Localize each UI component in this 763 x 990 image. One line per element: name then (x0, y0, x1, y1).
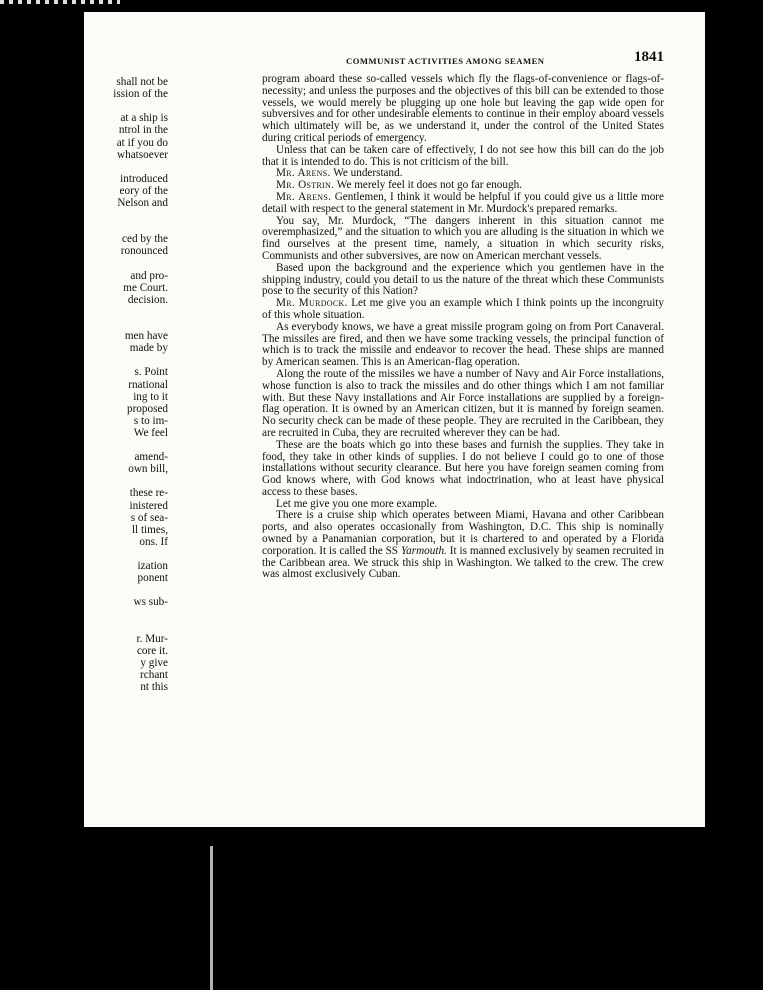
facing-page-line-text: and pro- (130, 269, 168, 282)
speaker-text: We understand. (333, 167, 403, 180)
speaker-name: Mr. Murdock. (276, 297, 348, 310)
facing-page-line-text: ced by the (122, 233, 168, 246)
facing-page-line (84, 415, 168, 427)
paragraph-text: program aboard these so-called vessels which fly the flags-of-convenience or flags-of-necessity; and unless the purposes and the objectives of this bill can be extended to those vessels, we would merely be plugging up one hole but leaving the gap wide open for subversives and for other undesirable elements to continue in their employ aboard vessels which ultimately will be, as we understand it, under the control of the United States during critical periods of emergency. (262, 73, 664, 144)
facing-page-line (84, 137, 168, 149)
facing-page-line (84, 366, 168, 378)
facing-page-line-text: amend- (134, 451, 168, 464)
facing-page-line (84, 185, 168, 197)
paragraph-text: As everybody knows, we have a great missile program going on from Port Canaveral. The missiles are fired, and then we have some tracking vessels, the principal function of which is to track the missile and endeavor to recover the head. These ships are manned by American seamen. This is an American-flag operation. (262, 320, 664, 369)
facing-page-line (84, 330, 168, 342)
facing-page-line-text: s. Point (134, 366, 168, 379)
facing-page-line (84, 669, 168, 681)
transcript-paragraph (262, 216, 664, 263)
transcript-paragraph (262, 369, 664, 440)
facing-page-line (84, 524, 168, 536)
facing-page-line (84, 500, 168, 512)
scan-border-top (0, 0, 763, 12)
paragraph-text: These are the boats which go into these bases and furnish the supplies. They take in food, they take in other kinds of supplies. I do not believe I could go to one of those installations without security clearance. But here you have foreign seamen coming from God knows where, with God knows what indoctrination, who at least have physical access to these bases. (262, 438, 664, 498)
facing-page-line-text: r. Mur- (136, 632, 168, 645)
speaker-text: Gentlemen, I think it would be helpful if you could give us a little more detail with respect to the general statement in Mr. Murdock's prepared remarks. (262, 190, 664, 215)
facing-page-line-text: ronounced (120, 245, 168, 258)
facing-page-line (84, 512, 168, 524)
facing-page-line-text: nt this (140, 681, 168, 693)
facing-page-sliver (84, 12, 176, 827)
paragraph-text: You say, Mr. Murdock, “The dangers inherent in this situation cannot me overemphasized,” and the situation to which you are alluding is the situation in which we find ourselves at the present time, namely, a situation in which security risks, Communists and other subversives, are now on American merchant vessels. (262, 214, 664, 262)
facing-page-line-text: inistered (129, 499, 168, 512)
facing-page-line (84, 124, 168, 136)
transcript-paragraph (262, 74, 664, 145)
facing-page-line-text: proposed (126, 402, 168, 415)
paragraph-text: There is a cruise ship which operates between Miami, Havana and other Caribbean ports, and also operates occasionally from Washington, D.C. This ship is nominally owned by a Panamanian corporation, but it is chartered to and operated by a Florida corporation. It is called the SS (262, 509, 664, 557)
facing-page-line (84, 463, 168, 475)
facing-page-line-text: own bill, (128, 463, 168, 476)
facing-page-line (84, 596, 168, 608)
facing-page-line (84, 197, 168, 209)
facing-page-line-text: ing to it (133, 390, 168, 403)
facing-page-line-text: at if you do (116, 136, 168, 149)
speaker-text: We merely feel it does not go far enough. (336, 179, 522, 192)
paragraph-text: Along the route of the missiles we have a number of Navy and Air Force installations, whose function is also to track the missiles and do other things which I am not familiar with. But these Navy installations and Air Force installations are supplied by a foreign-flag operation. It is owned by an American citizen, but it is manned by foreign seamen. No security check can be made of these people. They are recruited in the Caribbean, they are recruited in Cuba, they are recruited wherever they can be had. (262, 367, 664, 439)
facing-page-line-text: rnational (128, 378, 168, 391)
facing-page-line-text: ntrol in the (118, 124, 168, 137)
facing-page-line (84, 112, 168, 124)
facing-page-line-text: ws sub- (133, 596, 168, 609)
transcript-paragraph (262, 192, 664, 216)
facing-page-line-text: s of sea- (130, 511, 168, 524)
facing-page-line-text: We feel (133, 426, 168, 439)
scan-ruler-marks (0, 0, 120, 4)
facing-page-line (84, 681, 168, 693)
speaker-name: Mr. Arens. (276, 167, 331, 180)
scan-streak (210, 846, 213, 990)
facing-page-line (84, 379, 168, 391)
transcript-paragraph (262, 510, 664, 581)
running-header (262, 49, 664, 70)
transcript-body (262, 74, 664, 581)
speaker-name: Mr. Ostrin. (276, 179, 335, 192)
facing-page-line-text: core it. (136, 644, 168, 657)
transcript-paragraph (262, 322, 664, 369)
facing-page-line (84, 633, 168, 645)
facing-page-line-text: at a ship is (120, 112, 168, 125)
facing-page-line-text: whatsoever (117, 148, 168, 161)
facing-page-line-text: decision. (127, 293, 168, 306)
speaker-name: Mr. Arens. (276, 190, 332, 203)
facing-page-line-text: y give (140, 656, 168, 669)
facing-page-line (84, 657, 168, 669)
paragraph-text: It is manned exclusively by seamen recruited in the Caribbean area. We struck this ship in Washington. We talked to the crew. The crew was almost exclusively Cuban. (262, 544, 664, 581)
page-number: 1841 (634, 49, 664, 65)
facing-page-line (84, 451, 168, 463)
paragraph-text: Unless that can be taken care of effectively, I do not see how this bill can do the job that it is intended to do. This is not criticism of the bill. (262, 143, 664, 168)
facing-page-line-text: shall not be (116, 76, 168, 88)
facing-page-line (84, 342, 168, 354)
running-head-title: COMMUNIST ACTIVITIES AMONG SEAMEN (346, 56, 545, 66)
facing-page-line-text: these re- (129, 487, 168, 500)
transcript-paragraph (262, 298, 664, 322)
facing-page-line (84, 245, 168, 257)
facing-page-line (84, 391, 168, 403)
facing-page-line-text: ization (137, 560, 168, 572)
ship-name: Yarmouth. (400, 544, 447, 557)
facing-page-line (84, 282, 168, 294)
scan-border-bottom (0, 827, 763, 990)
speaker-text: Let me give you an example which I think points up the incongruity of this whole situation. (262, 297, 665, 321)
facing-page-line-text: s to im- (133, 414, 168, 427)
facing-page-line (84, 645, 168, 657)
transcript-paragraph (262, 145, 664, 169)
facing-page-line-text: ission of the (113, 88, 168, 101)
facing-page-line (84, 88, 168, 100)
transcript-paragraph (262, 440, 664, 499)
facing-page-line-text: men have (124, 330, 168, 343)
facing-page-line (84, 294, 168, 306)
facing-page-line (84, 403, 168, 415)
facing-page-line-text: eory of the (119, 184, 168, 197)
paragraph-text: Based upon the background and the experience which you gentlemen have in the shipping industry, could you detail to us the nature of the threat which these Communists pose to the security of this Nation? (262, 261, 664, 298)
facing-page-line-text: ons. If (139, 535, 168, 548)
facing-page-line (84, 173, 168, 185)
facing-page-line (84, 149, 168, 161)
facing-page-line-text: made by (129, 342, 168, 355)
facing-page-line-text: Nelson and (117, 197, 168, 209)
paragraph-text: Let me give you one more example. (276, 497, 438, 510)
facing-page-line (84, 487, 168, 499)
facing-page-line (84, 427, 168, 439)
facing-page-line-text: introduced (120, 172, 168, 185)
facing-page-line (84, 76, 168, 88)
facing-page-line-text: ponent (137, 572, 168, 585)
facing-page-line (84, 560, 168, 572)
facing-page-line (84, 270, 168, 282)
facing-page-line (84, 536, 168, 548)
facing-page-line (84, 233, 168, 245)
facing-page-line (84, 572, 168, 584)
facing-page-line-text: me Court. (123, 281, 168, 294)
transcript-paragraph (262, 263, 664, 298)
facing-page-line-text: rchant (140, 668, 168, 681)
facing-page-line-text: ll times, (131, 523, 168, 536)
